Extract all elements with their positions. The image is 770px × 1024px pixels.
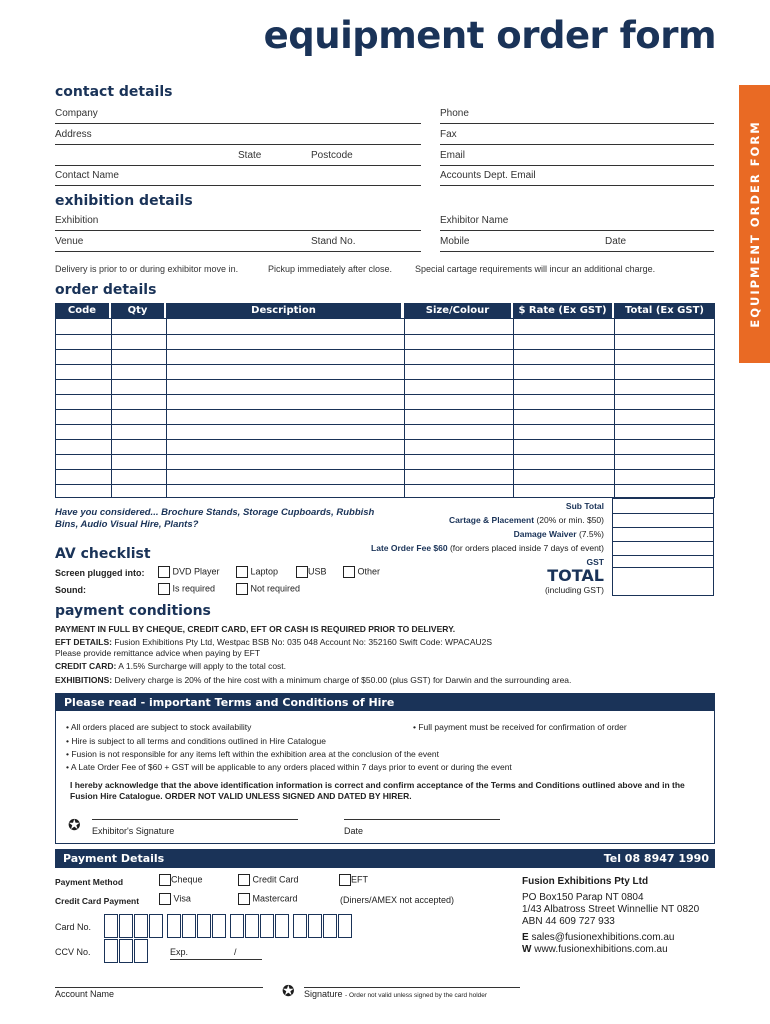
- cc-payment-label: Credit Card Payment: [55, 896, 140, 906]
- date-label: Date: [605, 236, 627, 247]
- col-size: Size/Colour: [404, 303, 511, 318]
- grid-row-line: [56, 484, 714, 485]
- damage-label: Damage Waiver (7.5%): [513, 529, 604, 539]
- card-digit-box: [338, 914, 352, 938]
- card-digit-box: [323, 914, 337, 938]
- stand-no-label: Stand No.: [311, 236, 356, 247]
- sound-not-required-option[interactable]: Not required: [236, 583, 300, 595]
- account-name-field[interactable]: Account Name: [55, 987, 263, 999]
- ccv-boxes[interactable]: [104, 939, 164, 963]
- sound-required-option[interactable]: Is required: [158, 583, 215, 595]
- grid-col-line: [166, 319, 167, 497]
- address-line-2: 1/43 Albatross Street Winnellie NT 0820: [522, 904, 700, 915]
- incl-gst-label: (including GST): [544, 585, 604, 595]
- terms-bullet-1r: • Full payment must be received for confirmation of order: [413, 722, 627, 732]
- col-description: Description: [166, 303, 401, 318]
- exhibitions-note: EXHIBITIONS: Delivery charge is 20% of the hire cost with a minimum charge of $50.00 (plus GST) for Darwin and the surrounding area.: [55, 675, 572, 685]
- cheque-option[interactable]: Cheque: [159, 874, 203, 886]
- exhibitor-name-field[interactable]: Exhibitor Name: [440, 211, 714, 231]
- grid-col-line: [513, 319, 514, 497]
- expiry-field[interactable]: Exp. /: [170, 947, 262, 960]
- phone-field[interactable]: Phone: [440, 104, 714, 124]
- delivery-note: Delivery is prior to or during exhibitor move in.: [55, 264, 239, 274]
- late-fee-label: Late Order Fee $60 (for orders placed inside 7 days of event): [371, 543, 604, 553]
- col-qty: Qty: [111, 303, 164, 318]
- ccv-label: CCV No.: [55, 947, 91, 957]
- card-digit-box: [212, 914, 226, 938]
- accounts-email-field[interactable]: Accounts Dept. Email: [440, 166, 714, 186]
- grid-row-line: [56, 469, 714, 470]
- abn: ABN 44 609 727 933: [522, 916, 615, 927]
- av-heading: AV checklist: [55, 546, 151, 562]
- card-digit-box: [167, 914, 181, 938]
- grid-row-line: [56, 409, 714, 410]
- order-table: [55, 303, 715, 497]
- grid-row-line: [56, 394, 714, 395]
- contact-heading: contact details: [55, 84, 173, 100]
- col-rate: $ Rate (Ex GST): [513, 303, 612, 318]
- card-digit-box: [230, 914, 244, 938]
- exhibition-field[interactable]: Exhibition: [55, 211, 421, 231]
- card-digit-box: [119, 914, 133, 938]
- total-label: TOTAL: [547, 566, 604, 585]
- acknowledgement: I hereby acknowledge that the above identification information is correct and confirm acceptance of the Terms and Conditions outlined above and in the Fusion Hire Catalogue. ORDER NOT VALID UNLESS SIGNED AND DATED BY HIRER.: [70, 780, 685, 801]
- company-name: Fusion Exhibitions Pty Ltd: [522, 876, 649, 887]
- terms-bullet-4: • A Late Order Fee of $60 + GST will be applicable to any orders placed within 7 days prior to event or during the event: [66, 762, 512, 772]
- consider-note: Have you considered... Brochure Stands, Storage Cupboards, Rubbish Bins, Audio Visual Hire, Plants?: [55, 507, 375, 530]
- ccv-digit-box: [104, 939, 118, 963]
- state-label: State: [238, 150, 262, 161]
- payment-heading: Payment Details: [63, 852, 165, 865]
- grid-col-line: [111, 319, 112, 497]
- payment-conditions-heading: payment conditions: [55, 603, 211, 619]
- fax-field[interactable]: Fax: [440, 125, 714, 145]
- card-digit-box: [260, 914, 274, 938]
- grid-row-line: [56, 424, 714, 425]
- grid-row-line: [56, 379, 714, 380]
- card-no-label: Card No.: [55, 922, 92, 932]
- card-digit-box: [149, 914, 163, 938]
- exhibition-heading: exhibition details: [55, 193, 193, 209]
- grid-row-line: [56, 334, 714, 335]
- address-field[interactable]: Address: [55, 125, 421, 145]
- eft-option[interactable]: EFT: [339, 874, 368, 886]
- grid-row-line: [56, 364, 714, 365]
- company-field[interactable]: Company: [55, 104, 421, 124]
- card-digit-box: [275, 914, 289, 938]
- address-line-1: PO Box150 Parap NT 0804: [522, 892, 644, 903]
- email-contact[interactable]: E sales@fusionexhibitions.com.au: [522, 932, 675, 943]
- cartage-note: Special cartage requirements will incur an additional charge.: [415, 264, 656, 274]
- card-number-boxes[interactable]: [104, 914, 404, 938]
- card-digit-box: [293, 914, 307, 938]
- grid-col-line: [404, 319, 405, 497]
- terms-bullet-1: • All orders placed are subject to stock availability: [66, 722, 252, 732]
- other-option[interactable]: Other: [343, 566, 380, 578]
- ccv-digit-box: [134, 939, 148, 963]
- card-digit-box: [197, 914, 211, 938]
- grid-row-line: [56, 439, 714, 440]
- gst-label: GST: [586, 557, 604, 567]
- screen-label: Screen plugged into:: [55, 568, 145, 578]
- summary-boxes[interactable]: [612, 498, 714, 596]
- date-field[interactable]: Date: [344, 819, 500, 839]
- dvd-option[interactable]: DVD Player: [158, 566, 220, 578]
- eft-details: EFT DETAILS: Fusion Exhibitions Pty Ltd, Westpac BSB No: 035 048 Account No: 352160 Swift Code: WPACAU2S: [55, 637, 493, 647]
- tel-number: Tel 08 8947 1990: [603, 852, 709, 865]
- star-icon: ✪: [282, 983, 295, 1000]
- postcode-label: Postcode: [311, 150, 353, 161]
- cartage-label: Cartage & Placement (20% or min. $50): [449, 515, 604, 525]
- payment-method-label: Payment Method: [55, 877, 124, 887]
- col-total: Total (Ex GST): [614, 303, 715, 318]
- card-signature-field[interactable]: Signature - Order not valid unless signed by the card holder: [304, 987, 520, 999]
- pickup-note: Pickup immediately after close.: [268, 264, 393, 274]
- terms-bullet-3: • Fusion is not responsible for any items left within the exhibition area at the conclusion of the event: [66, 749, 439, 759]
- remittance-note: Please provide remittance advice when paying by EFT: [55, 648, 261, 658]
- contact-name-field[interactable]: Contact Name: [55, 166, 421, 186]
- mobile-field[interactable]: Mobile Date: [440, 232, 714, 252]
- side-tab: EQUIPMENT ORDER FORM: [739, 85, 770, 363]
- payment-bar: [55, 849, 715, 868]
- terms-bullet-2: • Hire is subject to all terms and conditions outlined in Hire Catalogue: [66, 736, 326, 746]
- laptop-option[interactable]: Laptop: [236, 566, 278, 578]
- exhibitor-signature-field[interactable]: Exhibitor's Signature: [92, 819, 298, 839]
- web-contact[interactable]: W www.fusionexhibitions.com.au: [522, 944, 668, 955]
- card-digit-box: [308, 914, 322, 938]
- credit-card-note: CREDIT CARD: A 1.5% Surcharge will apply to the total cost.: [55, 661, 287, 671]
- no-amex-note: (Diners/AMEX not accepted): [340, 895, 455, 905]
- grid-col-line: [614, 319, 615, 497]
- venue-field[interactable]: Venue Stand No.: [55, 232, 421, 252]
- star-icon: ✪: [68, 817, 81, 834]
- sound-label: Sound:: [55, 585, 86, 595]
- card-digit-box: [182, 914, 196, 938]
- state-postcode-field[interactable]: [55, 146, 421, 166]
- terms-panel: [55, 693, 715, 844]
- card-digit-box: [134, 914, 148, 938]
- credit-card-option[interactable]: Credit Card: [238, 874, 299, 886]
- card-digit-box: [245, 914, 259, 938]
- usb-option[interactable]: USB: [296, 566, 327, 578]
- order-heading: order details: [55, 282, 157, 298]
- email-field[interactable]: Email: [440, 146, 714, 166]
- order-grid[interactable]: [55, 318, 715, 498]
- col-code: Code: [55, 303, 109, 318]
- payment-line1: PAYMENT IN FULL BY CHEQUE, CREDIT CARD, EFT OR CASH IS REQUIRED PRIOR TO DELIVERY.: [55, 624, 456, 634]
- mastercard-option[interactable]: Mastercard: [238, 893, 298, 905]
- card-digit-box: [104, 914, 118, 938]
- visa-option[interactable]: Visa: [159, 893, 191, 905]
- grid-row-line: [56, 454, 714, 455]
- page-title: equipment order form: [263, 14, 716, 57]
- subtotal-label: Sub Total: [565, 501, 604, 511]
- grid-row-line: [56, 349, 714, 350]
- ccv-digit-box: [119, 939, 133, 963]
- terms-heading: Please read - important Terms and Conditions of Hire: [56, 694, 714, 711]
